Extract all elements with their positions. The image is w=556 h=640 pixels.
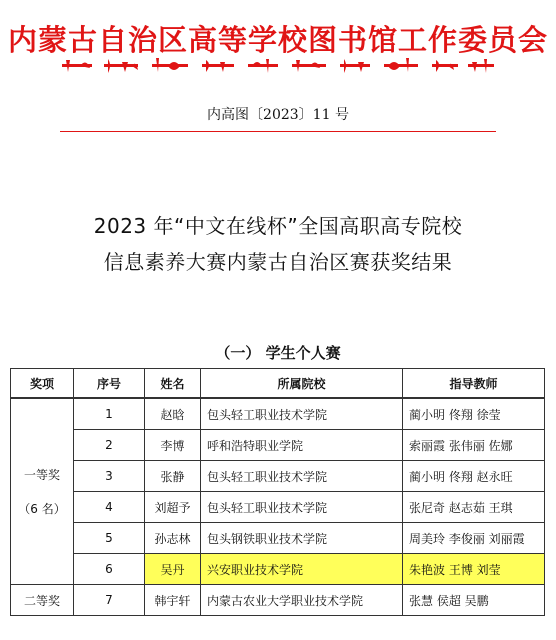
first-prize-label: 一等奖	[23, 467, 60, 482]
row-number: 4	[74, 492, 145, 523]
table-row	[11, 461, 545, 492]
advisor-names: 朱艳波 王博 刘莹	[403, 554, 545, 585]
header-school: 所属院校	[201, 369, 403, 399]
student-name: 刘超予	[145, 492, 201, 523]
header-divider	[60, 131, 496, 132]
first-prize-cell	[11, 398, 74, 585]
section-heading: （一） 学生个人赛	[215, 344, 341, 362]
mongolian-script-line	[60, 56, 496, 76]
school-name: 呼和浩特职业学院	[201, 430, 403, 461]
advisor-names: 周美玲 李俊丽 刘丽霞	[403, 523, 545, 554]
school-name: 包头轻工职业技术学院	[201, 398, 403, 430]
document-title-line1: 2023 年“中文在线杯”全国高职高专院校	[93, 214, 463, 238]
row-number: 7	[74, 585, 145, 616]
student-name: 李博	[145, 430, 201, 461]
student-name: 赵晗	[145, 398, 201, 430]
school-name: 兴安职业技术学院	[201, 554, 403, 585]
document-number: 内高图〔2023〕11 号	[207, 107, 349, 123]
header-award: 奖项	[11, 369, 74, 399]
row-number: 6	[74, 554, 145, 585]
header-name: 姓名	[145, 369, 201, 399]
student-name: 张静	[145, 461, 201, 492]
school-name: 包头钢铁职业技术学院	[201, 523, 403, 554]
table-header-row	[11, 369, 545, 399]
student-name: 吴丹	[145, 554, 201, 585]
table-row	[11, 585, 545, 616]
organization-name: 内蒙古自治区高等学校图书馆工作委员会	[7, 23, 548, 57]
table-row-highlighted	[11, 554, 545, 585]
table-row	[11, 523, 545, 554]
school-name: 包头轻工职业技术学院	[201, 461, 403, 492]
advisor-names: 张尼奇 赵志茹 王琪	[403, 492, 545, 523]
advisor-names: 蔺小明 佟翔 赵永旺	[403, 461, 545, 492]
document-title-line2: 信息素养大赛内蒙古自治区赛获奖结果	[103, 250, 453, 274]
table-row	[11, 430, 545, 461]
table-row	[11, 398, 545, 430]
student-name: 孙志林	[145, 523, 201, 554]
row-number: 3	[74, 461, 145, 492]
school-name: 包头轻工职业技术学院	[201, 492, 403, 523]
advisor-names: 索丽霞 张伟丽 佐娜	[403, 430, 545, 461]
results-table	[10, 368, 545, 616]
header-advisors: 指导教师	[403, 369, 545, 399]
advisor-names: 蔺小明 佟翔 徐莹	[403, 398, 545, 430]
first-prize-count: （6 名）	[18, 501, 66, 516]
row-number: 5	[74, 523, 145, 554]
table-row	[11, 492, 545, 523]
row-number: 2	[74, 430, 145, 461]
school-name: 内蒙古农业大学职业技术学院	[201, 585, 403, 616]
row-number: 1	[74, 398, 145, 430]
student-name: 韩宇轩	[145, 585, 201, 616]
header-number: 序号	[74, 369, 145, 399]
second-prize-label: 二等奖	[11, 585, 74, 616]
advisor-names: 张慧 侯超 吴鹏	[403, 585, 545, 616]
